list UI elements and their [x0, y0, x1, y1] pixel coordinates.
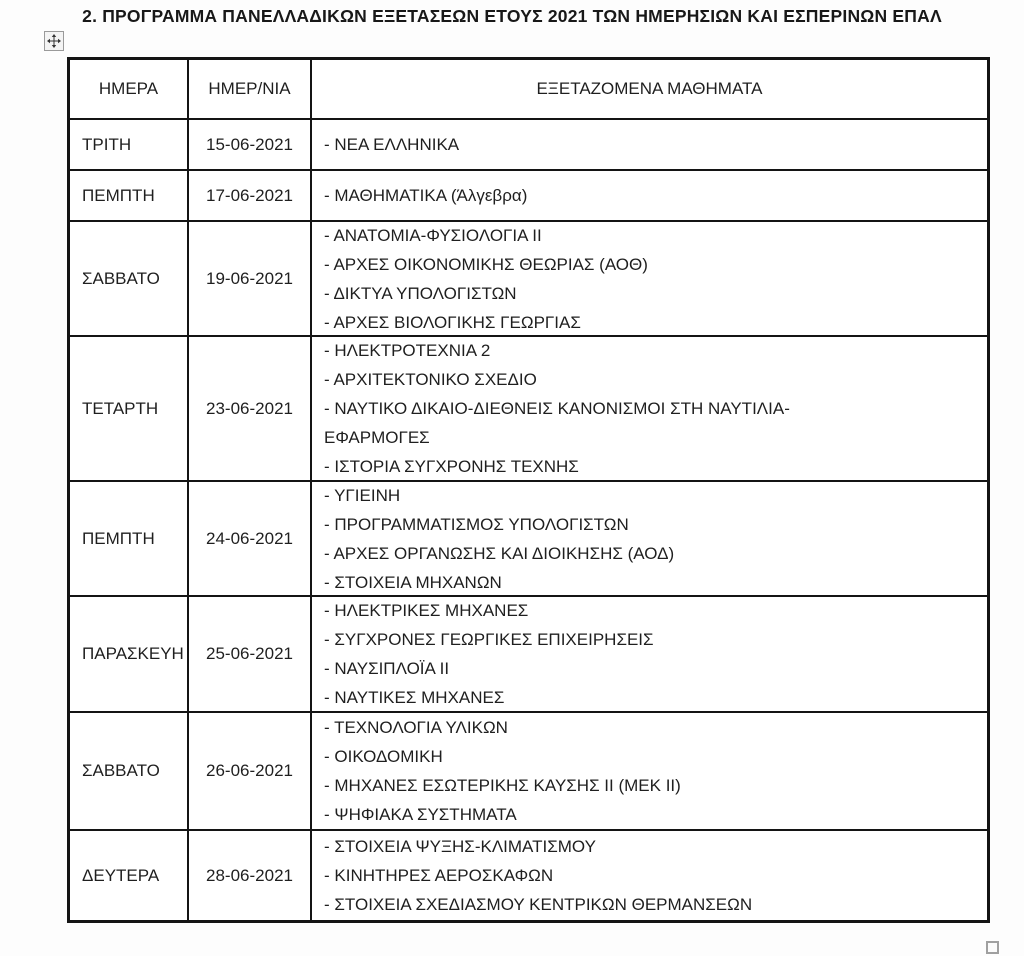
- table-row: [70, 480, 987, 595]
- subject-line: - ΜΑΘΗΜΑΤΙΚΑ (Άλγεβρα): [324, 186, 528, 205]
- table-row: [70, 335, 987, 480]
- subject-line: - ΝΑΥΤΙΚΕΣ ΜΗΧΑΝΕΣ: [324, 688, 505, 707]
- table-row: [70, 595, 987, 711]
- subject-line: ΕΦΑΡΜΟΓΕΣ: [324, 428, 430, 447]
- date-cell: 17-06-2021: [187, 171, 312, 220]
- table-row: [70, 220, 987, 335]
- subject-line: - ΥΓΙΕΙΝΗ: [324, 485, 401, 505]
- subject-line: - ΙΣΤΟΡΙΑ ΣΥΓΧΡΟΝΗΣ ΤΕΧΝΗΣ: [324, 457, 579, 476]
- date-cell: 25-06-2021: [187, 597, 312, 711]
- subject-line: - ΟΙΚΟΔΟΜΙΚΗ: [324, 747, 443, 766]
- date-cell: 28-06-2021: [187, 831, 312, 920]
- date-cell: 26-06-2021: [187, 713, 312, 829]
- subject-line: - ΑΡΧΕΣ ΒΙΟΛΟΓΙΚΗΣ ΓΕΩΡΓΙΑΣ: [324, 312, 581, 332]
- day-cell: ΠΕΜΠΤΗ: [82, 185, 155, 205]
- subject-line: - ΗΛΕΚΤΡΟΤΕΧΝΙΑ 2: [324, 341, 491, 360]
- subject-line: - ΣΥΓΧΡΟΝΕΣ ΓΕΩΡΓΙΚΕΣ ΕΠΙΧΕΙΡΗΣΕΙΣ: [324, 630, 654, 649]
- subject-line: - ΜΗΧΑΝΕΣ ΕΣΩΤΕΡΙΚΗΣ ΚΑΥΣΗΣ ΙΙ (ΜΕΚ ΙΙ): [324, 776, 681, 795]
- day-cell: ΠΕΜΠΤΗ: [82, 528, 155, 548]
- subject-line: - ΑΡΧΙΤΕΚΤΟΝΙΚΟ ΣΧΕΔΙΟ: [324, 370, 537, 389]
- subject-line: - ΤΕΧΝΟΛΟΓΙΑ ΥΛΙΚΩΝ: [324, 718, 508, 737]
- move-arrows-icon: [47, 34, 61, 48]
- table-header-row: [70, 60, 987, 118]
- subject-line: - ΑΡΧΕΣ ΟΙΚΟΝΟΜΙΚΗΣ ΘΕΩΡΙΑΣ (ΑΟΘ): [324, 254, 648, 274]
- subjects-cell: [312, 713, 987, 829]
- subject-line: - ΑΝΑΤΟΜΙΑ-ΦΥΣΙΟΛΟΓΙΑ ΙΙ: [324, 225, 542, 245]
- subject-line: - ΣΤΟΙΧΕΙΑ ΜΗΧΑΝΩΝ: [324, 572, 502, 592]
- table-row: [70, 169, 987, 220]
- subject-line: - ΗΛΕΚΤΡΙΚΕΣ ΜΗΧΑΝΕΣ: [324, 601, 529, 620]
- date-cell: 24-06-2021: [187, 482, 312, 595]
- page-title: 2. ΠΡΟΓΡΑΜΜΑ ΠΑΝΕΛΛΑΔΙΚΩΝ ΕΞΕΤΑΣΕΩΝ ΕΤΟΥΣ 2021 ΤΩΝ ΗΜΕΡΗΣΙΩΝ ΚΑΙ ΕΣΠΕΡΙΝΩΝ ΕΠΑΛ: [82, 6, 942, 26]
- subject-line: - ΑΡΧΕΣ ΟΡΓΑΝΩΣΗΣ ΚΑΙ ΔΙΟΙΚΗΣΗΣ (ΑΟΔ): [324, 543, 675, 563]
- header-day: ΗΜΕΡΑ: [98, 79, 159, 98]
- subjects-cell: [312, 171, 987, 220]
- table-row: [70, 711, 987, 829]
- date-cell: 15-06-2021: [187, 120, 312, 169]
- table-row: [70, 829, 987, 920]
- day-cell: ΠΑΡΑΣΚΕΥΗ: [82, 644, 184, 663]
- subjects-cell: [312, 482, 987, 595]
- subject-line: - ΣΤΟΙΧΕΙΑ ΣΧΕΔΙΑΣΜΟΥ ΚΕΝΤΡΙΚΩΝ ΘΕΡΜΑΝΣΕΩΝ: [324, 895, 753, 914]
- exam-schedule-table: [67, 57, 990, 923]
- day-cell: ΣΑΒΒΑΤΟ: [82, 268, 160, 288]
- subjects-cell: [312, 222, 987, 335]
- subjects-cell: [312, 120, 987, 169]
- date-cell: 19-06-2021: [187, 222, 312, 335]
- day-cell: ΤΡΙΤΗ: [82, 134, 132, 154]
- subject-line: - ΝΑΥΣΙΠΛΟΪΑ ΙΙ: [324, 659, 450, 678]
- day-cell: ΤΕΤΑΡΤΗ: [82, 398, 159, 418]
- subject-line: - ΔΙΚΤΥΑ ΥΠΟΛΟΓΙΣΤΩΝ: [324, 283, 517, 303]
- header-subjects-label: ΕΞΕΤΑΖΟΜΕΝΑ ΜΑΘΗΜΑΤΑ: [536, 79, 763, 98]
- subjects-cell: [312, 597, 987, 711]
- subject-line: - ΚΙΝΗΤΗΡΕΣ ΑΕΡΟΣΚΑΦΩΝ: [324, 866, 554, 885]
- table-move-handle[interactable]: [44, 31, 64, 51]
- header-subjects: [312, 60, 987, 118]
- table-row: [70, 118, 987, 169]
- subjects-cell: [312, 831, 987, 920]
- subject-line: - ΠΡΟΓΡΑΜΜΑΤΙΣΜΟΣ ΥΠΟΛΟΓΙΣΤΩΝ: [324, 514, 629, 534]
- day-cell: ΔΕΥΤΕΡΑ: [82, 865, 160, 885]
- subject-line: - ΝΕΑ ΕΛΛΗΝΙΚΑ: [324, 135, 460, 154]
- date-cell: 23-06-2021: [187, 337, 312, 480]
- table-resize-handle[interactable]: [986, 941, 999, 954]
- header-date: ΗΜΕΡ/ΝΙΑ: [187, 60, 312, 118]
- subject-line: - ΨΗΦΙΑΚΑ ΣΥΣΤΗΜΑΤΑ: [324, 805, 517, 824]
- subjects-cell: [312, 337, 987, 480]
- subject-line: - ΣΤΟΙΧΕΙΑ ΨΥΞΗΣ-ΚΛΙΜΑΤΙΣΜΟΥ: [324, 837, 596, 856]
- day-cell: ΣΑΒΒΑΤΟ: [82, 761, 160, 780]
- subject-line: - ΝΑΥΤΙΚΟ ΔΙΚΑΙΟ-ΔΙΕΘΝΕΙΣ ΚΑΝΟΝΙΣΜΟΙ ΣΤΗ ΝΑΥΤΙΛΙΑ-: [324, 399, 790, 418]
